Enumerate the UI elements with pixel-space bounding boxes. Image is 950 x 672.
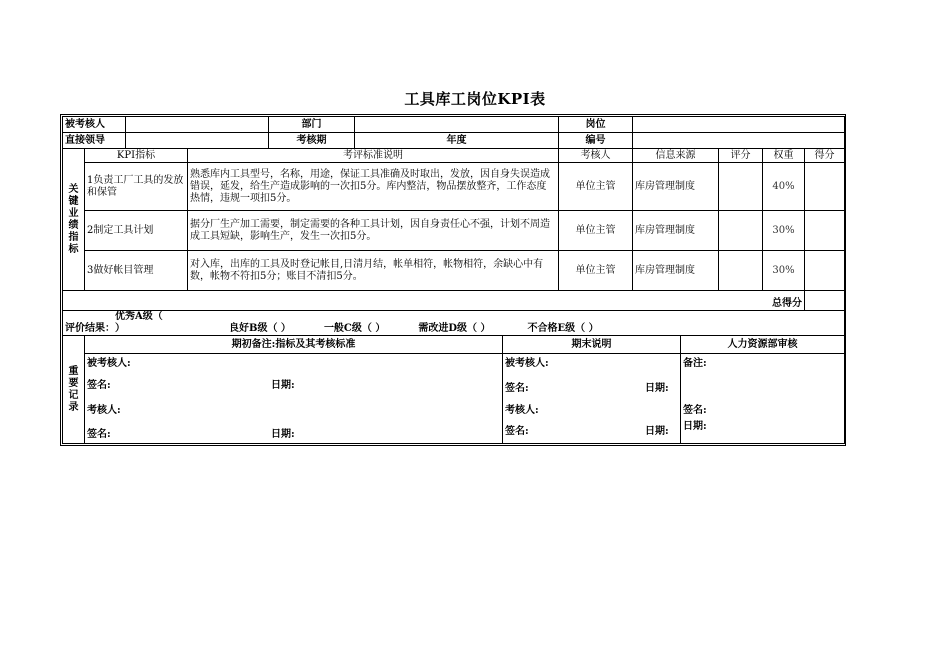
dept-label: 部门 bbox=[269, 117, 355, 133]
table-row bbox=[63, 251, 845, 291]
col1-assessor: 考核人: bbox=[87, 405, 121, 416]
table-row bbox=[63, 163, 845, 211]
result-b: 良好B级（ ） bbox=[229, 323, 291, 334]
column-header-row bbox=[63, 149, 845, 163]
col-score: 评分 bbox=[719, 149, 763, 163]
col2-date-2: 日期: bbox=[645, 426, 669, 437]
leader-value[interactable] bbox=[126, 133, 269, 149]
kpi-points[interactable] bbox=[805, 211, 845, 251]
col2-assessee: 被考核人: bbox=[505, 358, 549, 369]
kpi-points[interactable] bbox=[805, 163, 845, 211]
kpi-assessor: 单位主管 bbox=[559, 211, 633, 251]
kpi-score[interactable] bbox=[719, 251, 763, 291]
col-source: 信息来源 bbox=[633, 149, 719, 163]
col-points: 得分 bbox=[805, 149, 845, 163]
result-row bbox=[63, 311, 845, 336]
period-label: 考核期 bbox=[269, 133, 355, 149]
kpi-criteria: 据分厂生产加工需要，制定需要的各种工具计划，因自身责任心不强，计划不周造成工具短缺，影响生产，发生一次扣5分。 bbox=[188, 211, 559, 251]
kpi-name: 2制定工具计划 bbox=[85, 211, 188, 251]
number-value[interactable] bbox=[633, 133, 845, 149]
result-e: 不合格E级（ ） bbox=[527, 323, 599, 334]
col3-date: 日期: bbox=[683, 421, 707, 432]
kpi-score[interactable] bbox=[719, 163, 763, 211]
dept-value[interactable] bbox=[355, 117, 559, 133]
table-row bbox=[63, 211, 845, 251]
col1-assessee: 被考核人: bbox=[87, 358, 131, 369]
kpi-weight: 40% bbox=[763, 163, 805, 211]
total-label: 总得分 bbox=[63, 291, 805, 311]
kpi-criteria: 熟悉库内工具型号，名称，用途，保证工具准确及时取出，发放，因自身失误造成错误，延发，给生产造成影响的一次扣5分。库内整洁，物品摆放整齐，工作态度热情，违规一项扣5分。 bbox=[188, 163, 559, 211]
kpi-source: 库房管理制度 bbox=[633, 211, 719, 251]
col2-assessor: 考核人: bbox=[505, 405, 539, 416]
kpi-weight: 30% bbox=[763, 211, 805, 251]
header-row-1 bbox=[63, 117, 845, 133]
kpi-assessor: 单位主管 bbox=[559, 251, 633, 291]
records-section-label: 重 要 记 录 bbox=[63, 336, 85, 444]
col2-sign-1: 签名: bbox=[505, 383, 529, 394]
number-label: 编号 bbox=[559, 133, 633, 149]
year-label: 年度 bbox=[355, 133, 559, 149]
kpi-weight: 30% bbox=[763, 251, 805, 291]
col-criteria: 考评标准说明 bbox=[188, 149, 559, 163]
col3-note: 备注: bbox=[683, 358, 707, 369]
kpi-name: 1负责工厂工具的发放和保管 bbox=[85, 163, 188, 211]
kpi-name: 3做好帐目管理 bbox=[85, 251, 188, 291]
result-c: 一般C级（ ） bbox=[323, 323, 386, 334]
key-section-label: 关 键 业 绩 指 标 bbox=[63, 149, 85, 291]
leader-label: 直接领导 bbox=[63, 133, 126, 149]
kpi-criteria: 对入库，出库的工具及时登记帐目,日清月结，帐单相符，帐物相符，余缺心中有数，帐物不符扣5分；账目不清扣5分。 bbox=[188, 251, 559, 291]
assessee-value[interactable] bbox=[126, 117, 269, 133]
col1-date-2: 日期: bbox=[271, 429, 295, 440]
col-assessor: 考核人 bbox=[559, 149, 633, 163]
records-col2 bbox=[503, 354, 681, 444]
total-row bbox=[63, 291, 845, 311]
post-value[interactable] bbox=[633, 117, 845, 133]
result-label: 评价结果： bbox=[65, 323, 115, 334]
result-d: 需改进D级（ ） bbox=[418, 323, 491, 334]
total-value[interactable] bbox=[805, 291, 845, 311]
col2-sign-2: 签名: bbox=[505, 426, 529, 437]
col1-date-1: 日期: bbox=[271, 380, 295, 391]
col2-date-1: 日期: bbox=[645, 383, 669, 394]
assessee-label: 被考核人 bbox=[63, 117, 126, 133]
kpi-table bbox=[62, 116, 845, 444]
col3-sign: 签名: bbox=[683, 405, 707, 416]
kpi-points[interactable] bbox=[805, 251, 845, 291]
records-col3-header: 人力资源部审核 bbox=[681, 336, 845, 354]
header-row-2 bbox=[63, 133, 845, 149]
col-kpi: KPI指标 bbox=[85, 149, 188, 163]
records-col1 bbox=[85, 354, 503, 444]
evaluation-result bbox=[63, 311, 845, 336]
col1-sign-2: 签名: bbox=[87, 429, 111, 440]
kpi-score[interactable] bbox=[719, 211, 763, 251]
col-weight: 权重 bbox=[763, 149, 805, 163]
kpi-assessor: 单位主管 bbox=[559, 163, 633, 211]
result-a: 优秀A级（ ） bbox=[115, 311, 163, 334]
records-header-row bbox=[63, 336, 845, 354]
col1-sign-1: 签名: bbox=[87, 380, 111, 391]
records-body-row bbox=[63, 354, 845, 444]
kpi-source: 库房管理制度 bbox=[633, 251, 719, 291]
records-col2-header: 期末说明 bbox=[503, 336, 681, 354]
page-title: 工具库工岗位KPI表 bbox=[404, 90, 546, 108]
kpi-source: 库房管理制度 bbox=[633, 163, 719, 211]
records-col1-header: 期初备注:指标及其考核标准 bbox=[85, 336, 503, 354]
records-col3 bbox=[681, 354, 845, 444]
post-label: 岗位 bbox=[559, 117, 633, 133]
